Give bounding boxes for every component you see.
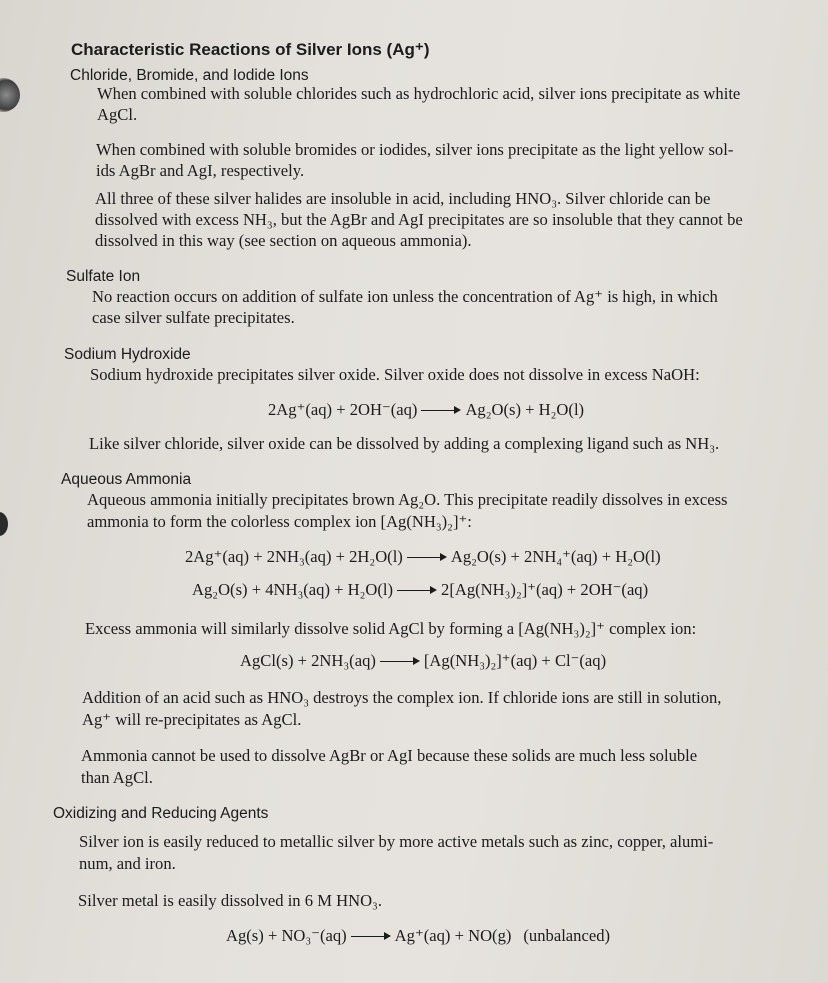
- section-heading-redox: Oxidizing and Reducing Agents: [53, 805, 269, 822]
- paragraph-line: Silver ion is easily reduced to metallic silver by more active metals such as zinc, copper, alumi-: [79, 832, 714, 851]
- equation: [185, 547, 661, 567]
- equation-reactants: AgCl(s) + 2NH₃(aq): [240, 651, 376, 670]
- reaction-arrow-icon: [397, 586, 437, 596]
- reaction-arrow-icon: [351, 932, 391, 942]
- paragraph-line: dissolved with excess NH₃, but the AgBr and AgI precipitates are so insoluble that they cannot be: [95, 210, 743, 229]
- equation: [268, 400, 584, 420]
- binder-edge: [0, 512, 8, 536]
- paragraph-line: case silver sulfate precipitates.: [92, 308, 295, 327]
- equation-reactants: Ag₂O(s) + 4NH₃(aq) + H₂O(l): [192, 580, 394, 599]
- section-heading-hydroxide: Sodium Hydroxide: [64, 346, 191, 363]
- equation-reactants: Ag(s) + NO₃⁻(aq): [226, 926, 347, 945]
- equation-products: [Ag(NH₃)₂]⁺(aq) + Cl⁻(aq): [423, 651, 607, 670]
- equation-reactants: 2Ag⁺(aq) + 2NH₃(aq) + 2H₂O(l): [185, 547, 403, 566]
- paragraph-line: Like silver chloride, silver oxide can be dissolved by adding a complexing ligand such as NH₃.: [89, 434, 720, 453]
- paragraph-line: than AgCl.: [81, 768, 153, 787]
- section-heading-halides: Chloride, Bromide, and Iodide Ions: [70, 67, 309, 84]
- paragraph-line: AgCl.: [97, 105, 138, 124]
- paragraph-line: Silver metal is easily dissolved in 6 M HNO₃.: [78, 891, 382, 910]
- equation: [192, 580, 648, 600]
- paragraph-line: All three of these silver halides are insoluble in acid, including HNO₃. Silver chloride can be: [95, 189, 711, 208]
- section-heading-sulfate: Sulfate Ion: [66, 268, 141, 285]
- paragraph-line: ammonia to form the colorless complex ion [Ag(NH₃)₂]⁺:: [87, 512, 472, 531]
- paragraph-line: Aqueous ammonia initially precipitates brown Ag₂O. This precipitate readily dissolves in excess: [87, 490, 728, 509]
- equation-products: Ag₂O(s) + H₂O(l): [465, 400, 585, 419]
- paragraph-line: When combined with soluble chlorides such as hydrochloric acid, silver ions precipitate as white: [97, 84, 741, 103]
- paragraph-line: Ag⁺ will re-precipitates as AgCl.: [82, 710, 302, 729]
- paragraph-line: Ammonia cannot be used to dissolve AgBr or AgI because these solids are much less soluble: [81, 746, 698, 765]
- page-title: Characteristic Reactions of Silver Ions (Ag⁺): [71, 40, 430, 59]
- binder-edge: [0, 78, 20, 112]
- reaction-arrow-icon: [421, 406, 461, 416]
- paragraph-line: Sodium hydroxide precipitates silver oxide. Silver oxide does not dissolve in excess NaOH:: [90, 365, 700, 384]
- equation-note: (unbalanced): [523, 926, 611, 945]
- paragraph-line: When combined with soluble bromides or iodides, silver ions precipitate as the light yellow sol-: [96, 140, 734, 159]
- paragraph-line: ids AgBr and AgI, respectively.: [96, 161, 305, 180]
- equation: [240, 651, 606, 671]
- reaction-arrow-icon: [380, 657, 420, 667]
- equation-products: 2[Ag(NH₃)₂]⁺(aq) + 2OH⁻(aq): [441, 580, 649, 599]
- equation-reactants: 2Ag⁺(aq) + 2OH⁻(aq): [268, 400, 418, 419]
- paragraph-line: num, and iron.: [79, 854, 176, 873]
- section-heading-ammonia: Aqueous Ammonia: [61, 471, 192, 488]
- paragraph-line: Excess ammonia will similarly dissolve solid AgCl by forming a [Ag(NH₃)₂]⁺ complex ion:: [85, 619, 697, 638]
- paragraph-line: Addition of an acid such as HNO₃ destroys the complex ion. If chloride ions are still in solution,: [82, 688, 722, 707]
- equation-products: Ag⁺(aq) + NO(g): [394, 926, 512, 945]
- equation-products: Ag₂O(s) + 2NH₄⁺(aq) + H₂O(l): [450, 547, 661, 566]
- paragraph-line: dissolved in this way (see section on aqueous ammonia).: [95, 231, 472, 250]
- reaction-arrow-icon: [407, 553, 447, 563]
- paragraph-line: No reaction occurs on addition of sulfate ion unless the concentration of Ag⁺ is high, in which: [92, 287, 718, 306]
- equation: [226, 926, 610, 946]
